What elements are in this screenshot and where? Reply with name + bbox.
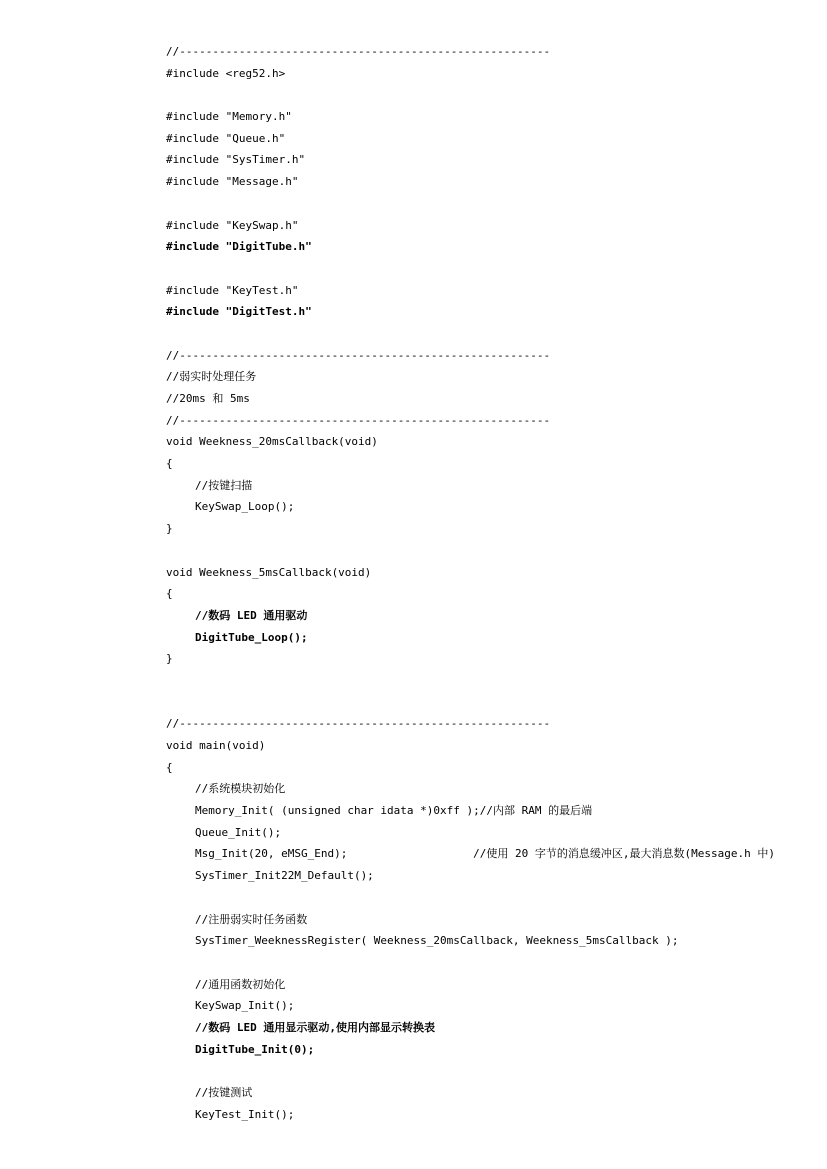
blank-line	[166, 887, 816, 909]
call-msg-init: Msg_Init(20, eMSG_End); //使用 20 字节的消息缓冲区,最大消息数(Message.h 中)	[195, 847, 775, 861]
comment-led-drive: //数码 LED 通用驱动	[195, 608, 308, 622]
brace-close: }	[166, 652, 173, 666]
blank-line	[166, 258, 816, 280]
include-systimer: #include "SysTimer.h"	[166, 153, 306, 167]
call-keyswap-loop: KeySwap_Loop();	[195, 500, 295, 514]
call-keytest-init: KeyTest_Init();	[195, 1107, 295, 1121]
separator-comment: //--------------------------------------------------------	[166, 717, 551, 731]
call-memory-init: Memory_Init( (unsigned char idata *)0xff );//内部 RAM 的最后端	[195, 804, 593, 818]
call-digittube-loop: DigitTube_Loop();	[195, 630, 308, 644]
comment-general-init: //通用函数初始化	[195, 977, 286, 991]
separator-comment: //--------------------------------------------------------	[166, 348, 551, 362]
include-digittube: #include "DigitTube.h"	[166, 240, 312, 254]
comment-sys-init: //系统模块初始化	[195, 782, 286, 796]
blank-line	[166, 952, 816, 974]
include-message: #include "Message.h"	[166, 175, 299, 189]
brace-open: {	[166, 457, 173, 471]
function-5ms-signature: void Weekness_5msCallback(void)	[166, 565, 372, 579]
call-queue-init: Queue_Init();	[195, 825, 282, 839]
comment-20ms-5ms: //20ms 和 5ms	[166, 392, 250, 405]
include-memory: #include "Memory.h"	[166, 110, 292, 124]
call-systimer-init: SysTimer_Init22M_Default();	[195, 869, 374, 883]
comment-key-test: //按键测试	[195, 1086, 253, 1100]
include-queue: #include "Queue.h"	[166, 131, 286, 145]
comment-register: //注册弱实时任务函数	[195, 912, 308, 926]
blank-lines	[166, 670, 816, 713]
blank-line	[166, 193, 816, 215]
comment-led-display: //数码 LED 通用显示驱动,使用内部显示转换表	[195, 1020, 435, 1034]
include-reg52: #include <reg52.h>	[166, 66, 286, 80]
call-keyswap-init: KeySwap_Init();	[195, 999, 295, 1013]
comment-weak-task: //弱实时处理任务	[166, 370, 257, 384]
separator-comment: //--------------------------------------------------------	[166, 45, 551, 58]
separator-comment: //--------------------------------------------------------	[166, 413, 551, 427]
blank-line	[166, 1060, 816, 1082]
brace-close: }	[166, 522, 173, 536]
include-digittest: #include "DigitTest.h"	[166, 305, 312, 319]
brace-open: {	[166, 587, 173, 601]
call-digittube-init: DigitTube_Init(0);	[195, 1042, 315, 1056]
blank-line	[166, 540, 816, 562]
brace-open: {	[166, 760, 173, 774]
include-keytest: #include "KeyTest.h"	[166, 283, 299, 297]
function-20ms-signature: void Weekness_20msCallback(void)	[166, 435, 378, 449]
function-main-signature: void main(void)	[166, 739, 266, 753]
call-register: SysTimer_WeeknessRegister( Weekness_20msCallback, Weekness_5msCallback );	[195, 934, 679, 948]
blank-line	[166, 84, 816, 106]
comment-key-scan: //按键扫描	[195, 478, 253, 492]
blank-line	[166, 323, 816, 345]
code-listing	[166, 41, 816, 1125]
include-keyswap: #include "KeySwap.h"	[166, 218, 299, 232]
